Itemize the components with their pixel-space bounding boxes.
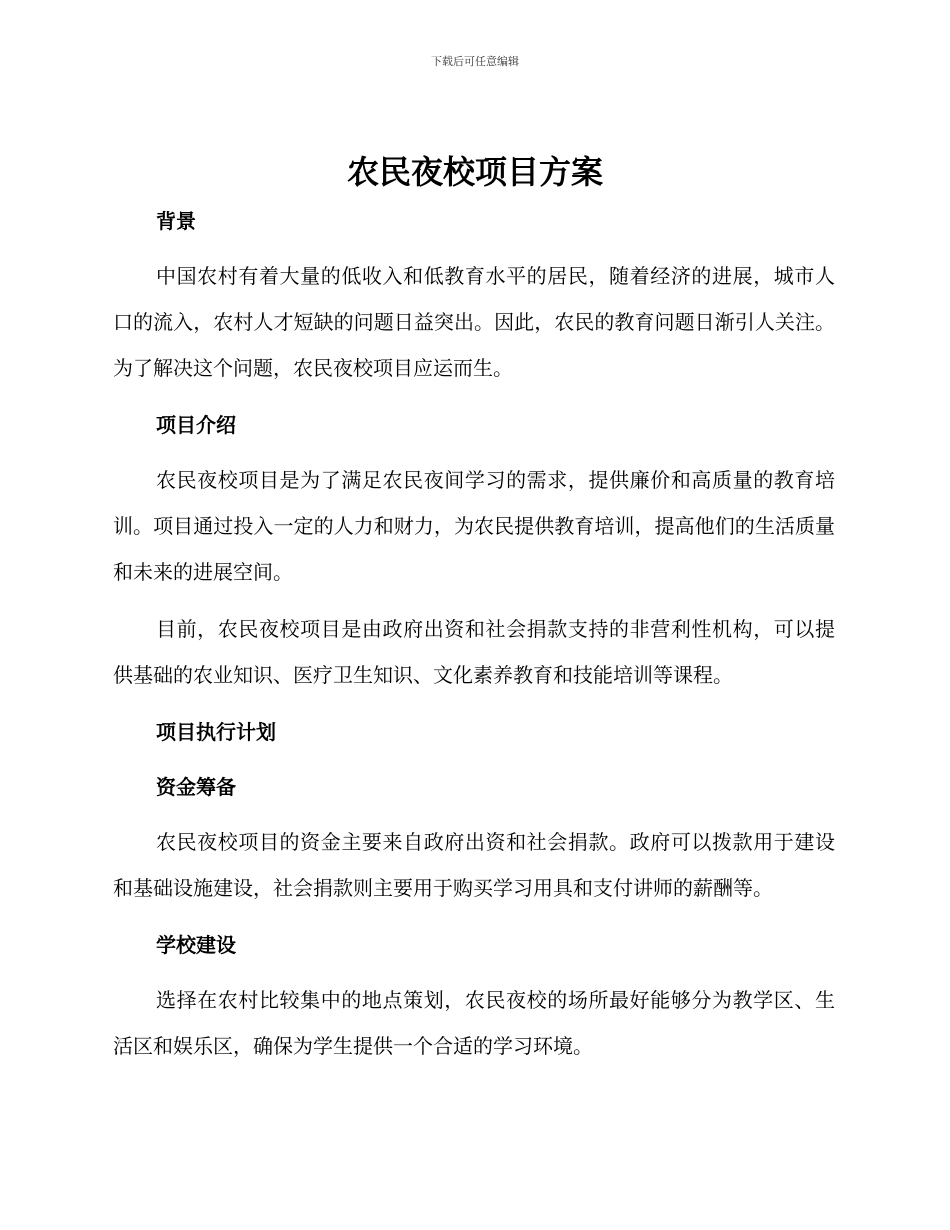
paragraph-background: 中国农村有着大量的低收入和低教育水平的居民，随着经济的进展，城市人口的流入，农村人才短缺的问题日益突出。因此，农民的教育问题日渐引人关注。为了解决这个问题，农民夜校项目应运而生。	[113, 264, 835, 380]
paragraph-funding: 农民夜校项目的资金主要来自政府出资和社会捐款。政府可以拨款用于建设和基础设施建设，社会捐款则主要用于购买学习用具和支付讲师的薪酬等。	[113, 830, 835, 900]
section-heading-funding: 资金筹备	[156, 775, 236, 799]
section-heading-project-intro: 项目介绍	[156, 413, 236, 437]
header-note: 下载后可任意编辑	[431, 55, 519, 68]
paragraph-current-status: 目前，农民夜校项目是由政府出资和社会捐款支持的非营利性机构，可以提供基础的农业知识、医疗卫生知识、文化素养教育和技能培训等课程。	[113, 617, 835, 687]
document-body	[113, 198, 835, 1080]
section-heading-background: 背景	[156, 209, 196, 233]
document-title: 农民夜校项目方案	[346, 153, 603, 191]
section-heading-execution-plan: 项目执行计划	[156, 720, 276, 744]
section-heading-school-construction: 学校建设	[156, 933, 236, 957]
paragraph-school-construction: 选择在农村比较集中的地点策划，农民夜校的场所最好能够分为教学区、生活区和娱乐区，确保为学生提供一个合适的学习环境。	[113, 988, 835, 1058]
paragraph-project-intro: 农民夜校项目是为了满足农民夜间学习的需求，提供廉价和高质量的教育培训。项目通过投入一定的人力和财力，为农民提供教育培训，提高他们的生活质量和未来的进展空间。	[113, 468, 835, 584]
